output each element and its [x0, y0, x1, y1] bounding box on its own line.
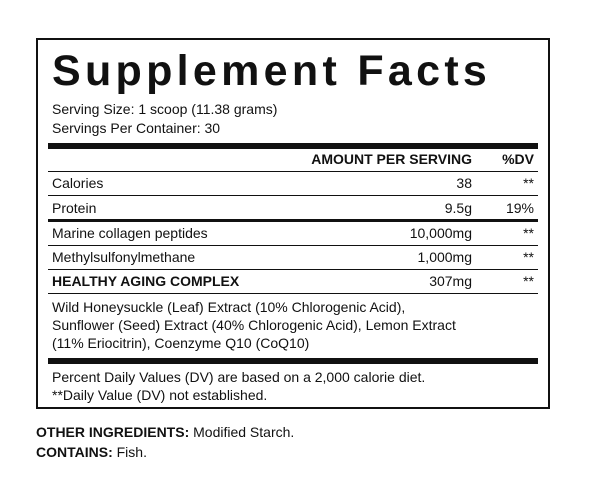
- nutrient-row-protein: [52, 197, 534, 219]
- nutrient-amount: 307mg: [429, 273, 472, 289]
- divider: [48, 293, 538, 294]
- nutrient-row-calories: [52, 172, 534, 194]
- nutrient-name: HEALTHY AGING COMPLEX: [52, 273, 240, 289]
- other-ingredients-value: Modified Starch.: [189, 424, 295, 440]
- nutrient-amount: 1,000mg: [417, 249, 472, 265]
- divider: [48, 195, 538, 196]
- nutrient-dv: 19%: [505, 200, 534, 216]
- nutrient-name: Calories: [52, 175, 104, 191]
- nutrient-name: Methylsulfonylmethane: [52, 249, 196, 265]
- nutrient-dv: **: [523, 225, 534, 241]
- ingredient-line: Sunflower (Seed) Extract (40% Chlorogenic Acid), Lemon Extract: [52, 317, 456, 333]
- servings-per-container: Servings Per Container: 30: [52, 120, 221, 136]
- nutrient-name: Protein: [52, 200, 97, 216]
- nutrient-amount: 9.5g: [444, 200, 472, 216]
- serving-size: Serving Size: 1 scoop (11.38 grams): [52, 101, 278, 117]
- footnote: **Daily Value (DV) not established.: [52, 387, 268, 403]
- other-ingredients-label: OTHER INGREDIENTS:: [36, 424, 190, 440]
- footnote: Percent Daily Values (DV) are based on a 2,000 calorie diet.: [52, 369, 426, 385]
- amount-header: AMOUNT PER SERVING: [311, 151, 472, 167]
- nutrient-amount: 38: [456, 175, 472, 191]
- nutrient-dv: **: [523, 249, 534, 265]
- dv-header: %DV: [502, 151, 534, 167]
- panel-title: Supplement Facts: [52, 47, 492, 95]
- complex-ingredients: [52, 298, 538, 352]
- ingredient-line: (11% Eriocitrin), Coenzyme Q10 (CoQ10): [52, 335, 310, 351]
- nutrient-name: Marine collagen peptides: [52, 225, 208, 241]
- nutrient-row-complex: [52, 270, 534, 292]
- ingredient-line: Wild Honeysuckle (Leaf) Extract (10% Chlorogenic Acid),: [52, 299, 406, 315]
- nutrient-row-collagen: [52, 222, 534, 244]
- nutrient-amount: 10,000mg: [409, 225, 472, 241]
- footnotes: [52, 368, 538, 404]
- other-ingredients: [36, 423, 294, 441]
- nutrient-row-msm: [52, 246, 534, 268]
- thick-divider: [48, 358, 538, 364]
- supplement-facts-panel: [36, 38, 550, 409]
- contains-value: Fish.: [112, 444, 147, 460]
- contains: [36, 443, 147, 461]
- column-header-row: [52, 148, 534, 170]
- nutrient-dv: **: [523, 175, 534, 191]
- nutrient-dv: **: [523, 273, 534, 289]
- contains-label: CONTAINS:: [36, 444, 113, 460]
